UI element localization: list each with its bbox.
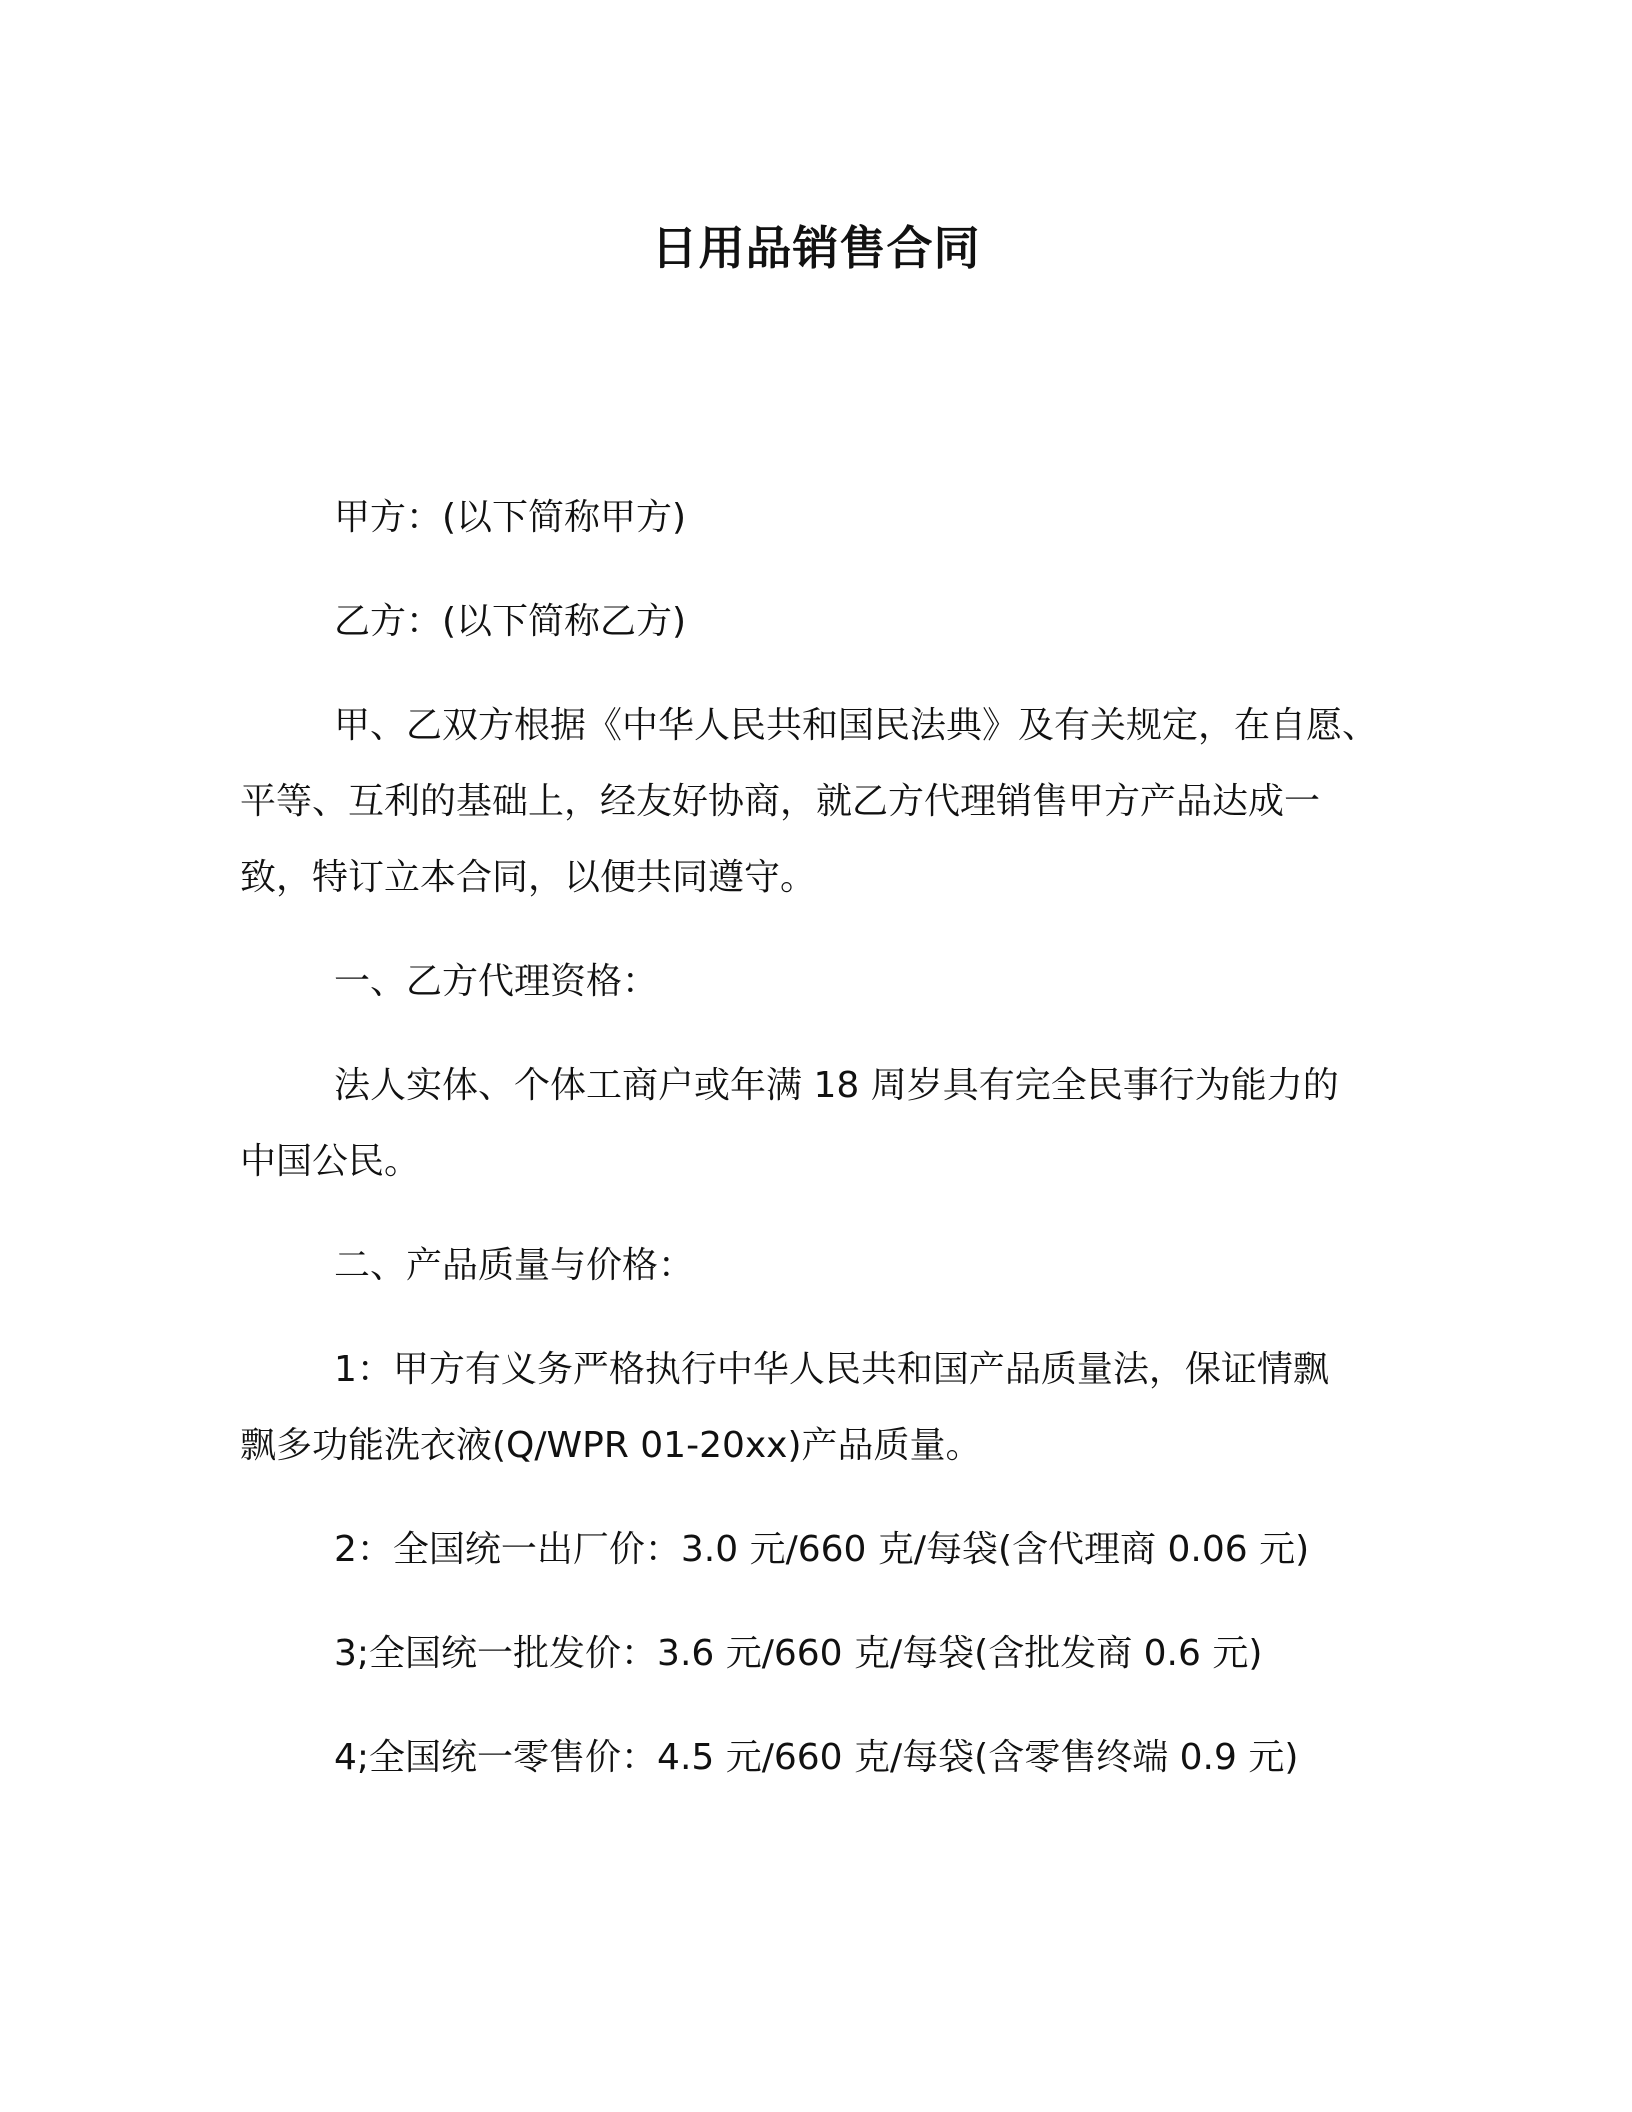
preamble-line-2: 平等、互利的基础上，经友好协商，就乙方代理销售甲方产品达成一 (240, 781, 1321, 822)
party-b-line: 乙方：(以下简称乙方) (334, 601, 687, 642)
clause-2-line: 2：全国统一出厂价：3.0 元/660 克/每袋(含代理商 0.06 元) (334, 1529, 1310, 1570)
section-1-text-line-2: 中国公民。 (240, 1141, 421, 1182)
preamble-line-3: 致，特订立本合同，以便共同遵守。 (240, 857, 817, 898)
section-1-heading: 一、乙方代理资格： (334, 961, 659, 1002)
preamble-line-1: 甲、乙双方根据《中华人民共和国民法典》及有关规定，在自愿、 (334, 705, 1379, 746)
party-a-line: 甲方：(以下简称甲方) (334, 497, 687, 538)
section-1-text-line-1: 法人实体、个体工商户或年满 18 周岁具有完全民事行为能力的 (334, 1065, 1339, 1106)
clause-1-line-1: 1：甲方有义务严格执行中华人民共和国产品质量法，保证情飘 (334, 1349, 1329, 1390)
section-2-heading: 二、产品质量与价格： (334, 1245, 695, 1286)
clause-4-line: 4;全国统一零售价：4.5 元/660 克/每袋(含零售终端 0.9 元) (334, 1737, 1299, 1778)
document-title: 日用品销售合同 (651, 221, 981, 275)
clause-1-line-2: 飘多功能洗衣液(Q/WPR 01-20xx)产品质量。 (240, 1425, 982, 1466)
clause-3-line: 3;全国统一批发价：3.6 元/660 克/每袋(含批发商 0.6 元) (334, 1633, 1263, 1674)
